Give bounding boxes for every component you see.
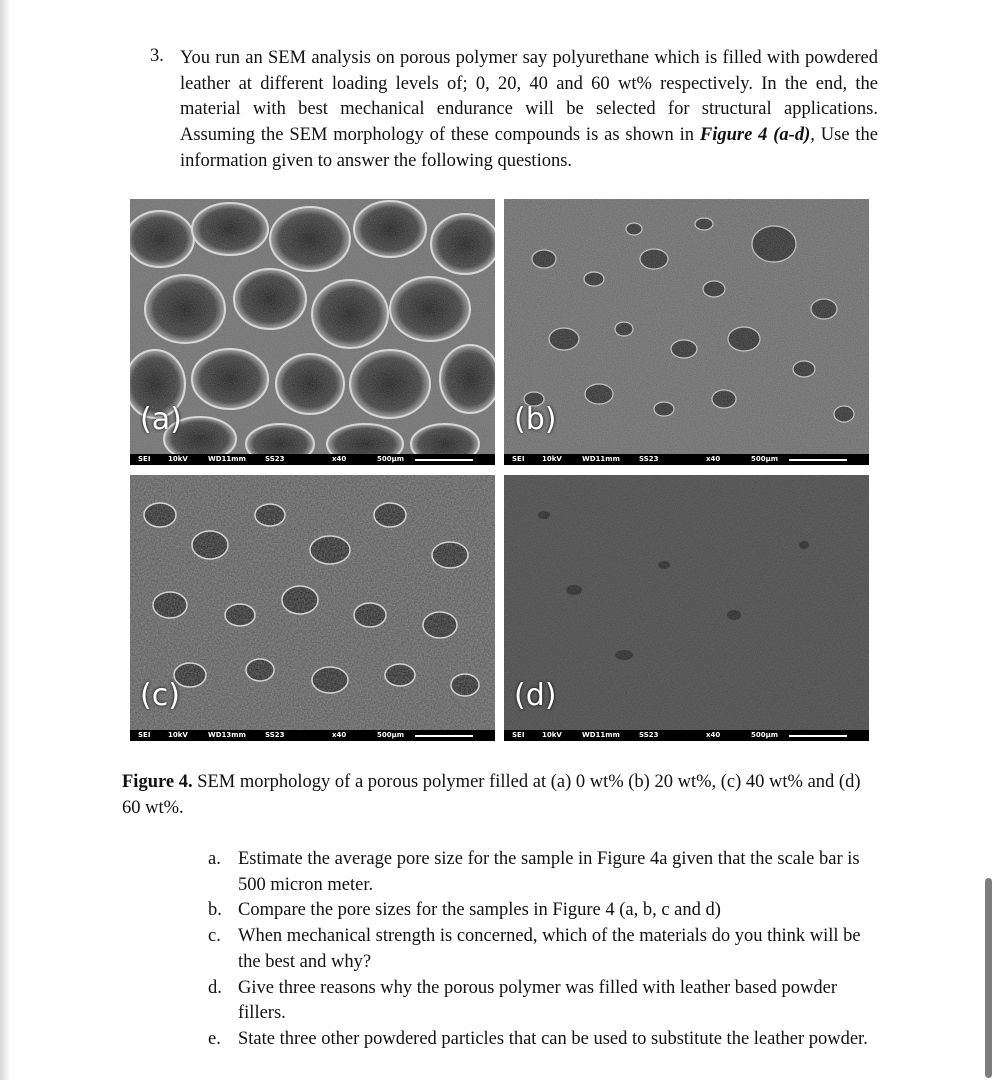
subquestion-b (200, 898, 880, 924)
subquestion-c (200, 924, 880, 975)
scale-bar (415, 735, 473, 737)
sem-image-c (130, 475, 495, 741)
sem-panel-a (130, 199, 495, 465)
subquestion-label: c. (208, 926, 221, 947)
scale-bar (789, 459, 847, 461)
panel-label-a: (a) (140, 402, 182, 437)
sem-working-distance: WD11mm (582, 731, 620, 739)
sem-magnification: x40 (706, 455, 721, 463)
sem-image-d (504, 475, 869, 741)
figure-reference: Figure 4 (a-d) (699, 125, 811, 146)
panel-label-b: (b) (514, 402, 557, 437)
sem-image-a (130, 199, 495, 465)
scale-bar (789, 735, 847, 737)
subquestion-text: Compare the pore sizes for the samples in Figure 4 (a, b, c and d) (238, 900, 721, 921)
sem-working-distance: WD11mm (208, 455, 246, 463)
panel-label-c: (c) (140, 678, 180, 713)
sem-scale-label: 500μm (377, 455, 405, 463)
sem-mode: SEI (138, 731, 151, 739)
sem-voltage: 10kV (542, 455, 562, 463)
sem-info-bar-b (504, 454, 869, 465)
subquestion-a (200, 847, 880, 898)
sem-panel-c (130, 475, 495, 741)
subquestion-text: Give three reasons why the porous polymer was filled with leather based powder fillers. (238, 977, 838, 1024)
sem-scale-label: 500μm (751, 731, 779, 739)
scrollbar-thumb[interactable] (985, 878, 992, 1078)
sem-working-distance: WD13mm (208, 731, 246, 739)
sem-spot-size: SS23 (639, 455, 659, 463)
sem-voltage: 10kV (168, 731, 188, 739)
subquestion-text: State three other powdered particles that can be used to substitute the leather powder. (238, 1028, 868, 1049)
sem-spot-size: SS23 (639, 731, 659, 739)
sem-mode: SEI (512, 731, 525, 739)
caption-label: Figure 4. (122, 772, 193, 792)
sem-magnification: x40 (332, 731, 347, 739)
sem-mode: SEI (138, 455, 151, 463)
sem-info-bar-c (130, 730, 495, 741)
sem-voltage: 10kV (542, 731, 562, 739)
sem-info-bar-a (130, 454, 495, 465)
question-text-before: You run an SEM analysis on porous polymer say polyurethane which is filled with powdered leather at different loading levels of; 0, 20, 40 and 60 wt% respectively. In the end, the material with best mechanical endurance will be selected for structural applications. Assuming the SEM morphology of these compounds is as shown in (180, 48, 878, 146)
subquestion-label: d. (208, 977, 222, 998)
sem-spot-size: SS23 (265, 731, 285, 739)
sem-panel-d (504, 475, 869, 741)
figure-caption (122, 770, 877, 821)
scale-bar (415, 459, 473, 461)
sem-scale-label: 500μm (751, 455, 779, 463)
panel-label-d: (d) (514, 678, 557, 713)
sem-image-b (504, 199, 869, 465)
subquestion-d (200, 976, 880, 1027)
subquestion-label: e. (208, 1028, 221, 1049)
sem-magnification: x40 (706, 731, 721, 739)
sem-working-distance: WD11mm (582, 455, 620, 463)
page-edge-shadow (0, 0, 10, 1080)
sem-scale-label: 500μm (377, 731, 405, 739)
sem-panel-b (504, 199, 869, 465)
caption-text: SEM morphology of a porous polymer filled at (a) 0 wt% (b) 20 wt%, (c) 40 wt% and (d) 60 wt%. (122, 772, 861, 818)
subquestion-label: a. (208, 849, 221, 869)
sem-voltage: 10kV (168, 455, 188, 463)
subquestion-list (200, 847, 880, 1053)
subquestion-text: When mechanical strength is concerned, which of the materials do you think will be the best and why? (238, 926, 861, 972)
subquestion-label: b. (208, 900, 222, 921)
question-text (180, 46, 878, 175)
sem-spot-size: SS23 (265, 455, 285, 463)
sem-magnification: x40 (332, 455, 347, 463)
subquestion-e (200, 1027, 880, 1053)
question-text-after: , Use the information given to answer the following questions. (180, 125, 879, 171)
subquestion-text: Estimate the average pore size for the sample in Figure 4a given that the scale bar is 500 micron meter. (238, 849, 860, 895)
question-number: 3. (150, 46, 164, 66)
sem-mode: SEI (512, 455, 525, 463)
sem-info-bar-d (504, 730, 869, 741)
